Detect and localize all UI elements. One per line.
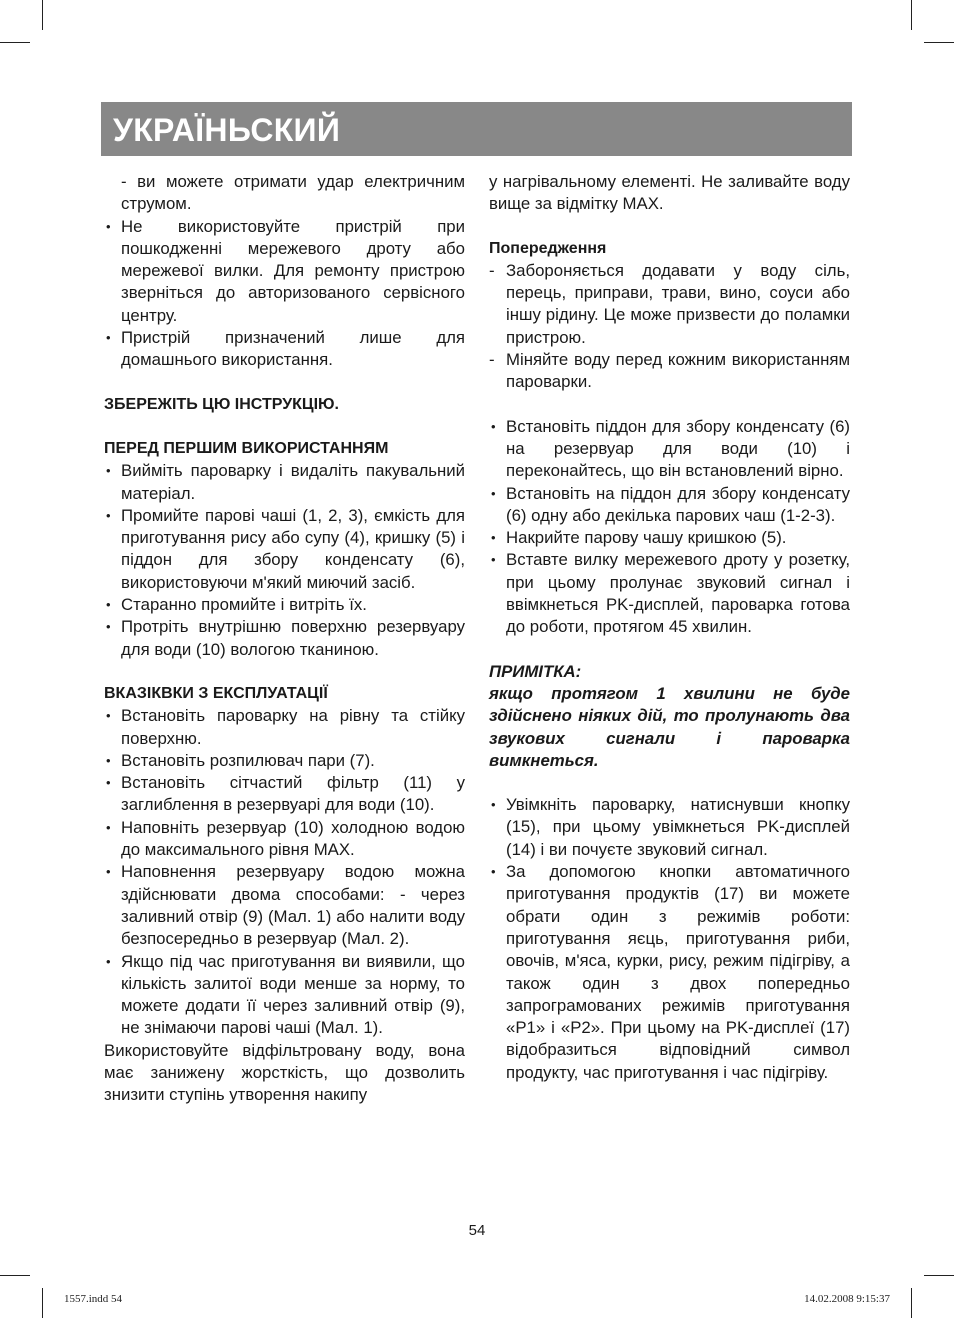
list-item: • Якщо під час приготування ви виявили, що кількість залитої води менше за норму, то можете додати її через заливний отвір (9), не знімаючи парові чаші (Мал. 1).	[104, 951, 465, 1040]
safety-list	[104, 216, 465, 372]
list-item: • Вийміть пароварку і видаліть пакувальний матеріал.	[104, 460, 465, 505]
first-use-list	[104, 460, 465, 661]
list-item: • Вставте вилку мережевого дроту у розетку, при цьому пролунає звуковий сигнал і ввімкнеться PK-дисплей, пароварка готова до роботи, протягом 45 хвилин.	[489, 549, 850, 638]
setup-steps-list	[489, 416, 850, 639]
list-item: • Накрийте парову чашу кришкою (5).	[489, 527, 850, 549]
crop-mark	[42, 1288, 43, 1318]
note-text: якщо протягом 1 хвилини не буде здійснено ніяких дій, то пролунають два звукових сигнали і пароварка вимкнеться.	[489, 683, 850, 770]
crop-mark	[0, 42, 30, 43]
page-number: 54	[468, 1222, 486, 1239]
left-column	[104, 171, 465, 1107]
list-item: - Міняйте воду перед кожним використанням пароварки.	[489, 349, 850, 394]
list-item: • Встановіть пароварку на рівну та стійку поверхню.	[104, 705, 465, 750]
page-title: УКРАЇНЬСКИЙ	[113, 112, 341, 148]
continuation-text: у нагрівальному елементі. Не заливайте воду вище за відмітку MAX.	[489, 172, 850, 214]
usage-list	[104, 705, 465, 1039]
list-item: • Встановіть сітчастий фільтр (11) у заглиблення в резервуарі для води (10).	[104, 772, 465, 817]
list-item: • Увімкніть пароварку, натиснувши кнопку (15), при цьому увімкнеться PK-дисплей (14) і ви почуєте звуковий сигнал.	[489, 794, 850, 861]
list-item: • Встановіть розпилювач пари (7).	[104, 750, 465, 772]
right-column	[489, 171, 850, 1084]
section-header	[101, 102, 852, 156]
crop-mark	[911, 0, 912, 30]
crop-mark	[42, 0, 43, 30]
list-item: • Старанно промийте і витріть їх.	[104, 594, 465, 616]
continuation-text: - ви можете отримати удар електричним струмом.	[121, 172, 465, 214]
list-item: • Наповніть резервуар (10) холодною водою до максимального рівня MAX.	[104, 817, 465, 862]
warning-heading: Попередження	[489, 239, 607, 257]
list-item: • Встановіть на піддон для збору конденсату (6) одну або декілька парових чаш (1-2-3).	[489, 483, 850, 528]
operation-list	[489, 794, 850, 1084]
slug-file-info: 1557.indd 54	[64, 1293, 123, 1305]
usage-heading: ВКАЗІКВКИ З ЕКСПЛУАТАЦІЇ	[104, 684, 328, 702]
crop-mark	[924, 42, 954, 43]
save-instructions-heading: ЗБЕРЕЖІТЬ ЦЮ ІНСТРУКЦІЮ.	[104, 395, 339, 413]
list-item: - Забороняється додавати у воду сіль, перець, приправи, трави, вино, соуси або іншу рідину. Це може призвести до поламки пристрою.	[489, 260, 850, 349]
list-item: • За допомогою кнопки автоматичного приготування продуктів (17) ви можете обрати один з режимів роботи: приготування яєць, приготування риби, овочів, м'яса, курки, рису, режим підігріву, а також один з двох попередньо запрограмованих режимів приготування «P1» і «P2». При цьому на PK-дисплеї (17) відобразиться відповідний символ продукту, час приготування і час підігріву.	[489, 861, 850, 1084]
list-item: • Не використовуйте пристрій при пошкодженні мережевого дроту або мережевої вилки. Для ремонту пристрою зверніться до авторизованого сервісного центру.	[104, 216, 465, 327]
crop-mark	[911, 1288, 912, 1318]
list-item: • Протріть внутрішню поверхню резервуару для води (10) вологою тканиною.	[104, 616, 465, 661]
list-item: • Пристрій призначений лише для домашнього використання.	[104, 327, 465, 372]
list-item: • Наповнення резервуару водою можна здійснювати двома способами: - через заливний отвір (9) (Мал. 1) або налити воду безпосередньо в резервуар (Мал. 2).	[104, 861, 465, 950]
warning-list	[489, 260, 850, 394]
list-item: • Промийте парові чаші (1, 2, 3), ємкість для приготування рису або супу (4), кришку (5) і піддон для збору конденсату (6), використовуючи м'який миючий засіб.	[104, 505, 465, 594]
list-item: • Встановіть піддон для збору конденсату (6) на резервуар для води (10) і переконайтесь, що він встановлений вірно.	[489, 416, 850, 483]
crop-mark	[924, 1275, 954, 1276]
crop-mark	[0, 1275, 30, 1276]
closing-paragraph: Використовуйте відфільтровану воду, вона має занижену жорсткість, що дозволить знизити ступінь утворення накипу	[104, 1040, 465, 1105]
note-heading: ПРИМІТКА:	[489, 661, 582, 681]
slug-date-info: 14.02.2008 9:15:37	[804, 1293, 890, 1305]
first-use-heading: ПЕРЕД ПЕРШИМ ВИКОРИСТАННЯМ	[104, 439, 389, 457]
